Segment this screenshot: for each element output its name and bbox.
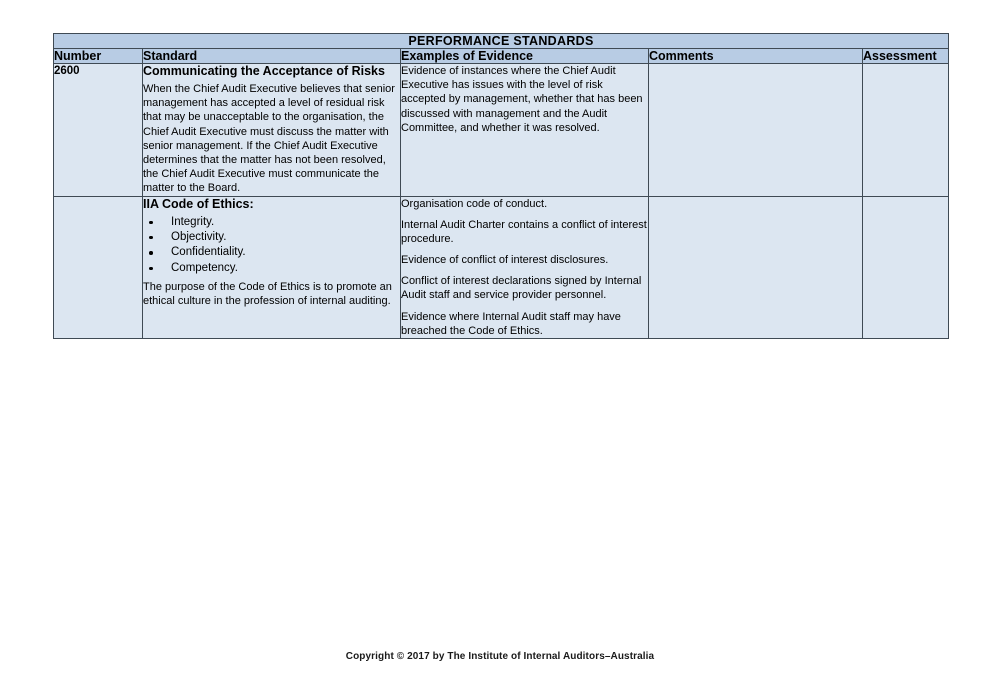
cell-number xyxy=(54,196,143,339)
standard-body: When the Chief Audit Executive believes that senior management has accepted a level of residual risk that may be unacceptable to the organisation, the Chief Audit Executive must discuss the matter with senior management. If the Chief Audit Executive determines that the matter has not been resolved, the Chief Audit Executive must communicate the matter to the Board. xyxy=(143,83,395,195)
cell-number: 2600 xyxy=(54,64,143,197)
cell-comments[interactable] xyxy=(649,196,863,339)
cell-standard xyxy=(143,64,401,197)
table-body xyxy=(54,64,949,339)
evidence-paragraph: Internal Audit Charter contains a conflict of interest procedure. xyxy=(401,218,647,245)
footer-copyright: Copyright © 2017 by The Institute of Internal Auditors–Australia xyxy=(345,651,655,662)
cell-assessment[interactable] xyxy=(863,196,949,339)
performance-standards-table xyxy=(53,33,949,339)
evidence-paragraph: Evidence of instances where the Chief Audit Executive has issues with the level of risk accepted by management, whether that has been discussed with management and the Audit Committee, and whether it was resolved. xyxy=(401,65,643,134)
table-title-row xyxy=(54,34,949,49)
list-item: Objectivity. xyxy=(143,230,400,245)
column-header-examples-of-evidence: Examples of Evidence xyxy=(401,49,649,64)
table-row xyxy=(54,64,949,197)
column-header-assessment: Assessment xyxy=(863,49,949,64)
list-item: Confidentiality. xyxy=(143,245,400,260)
evidence-paragraph: Organisation code of conduct. xyxy=(401,197,548,210)
standard-heading: IIA Code of Ethics: xyxy=(143,196,254,211)
table-column-header-row xyxy=(54,49,949,64)
standard-closing: The purpose of the Code of Ethics is to promote an ethical culture in the profession of internal auditing. xyxy=(143,281,392,308)
column-header-standard: Standard xyxy=(143,49,401,64)
table-row xyxy=(54,196,949,339)
list-item: Integrity. xyxy=(143,215,400,230)
cell-examples-of-evidence xyxy=(401,64,649,197)
cell-standard xyxy=(143,196,401,339)
table-header xyxy=(54,34,949,64)
table-title: PERFORMANCE STANDARDS xyxy=(54,34,949,49)
code-of-ethics-list xyxy=(143,215,400,277)
standard-heading: Communicating the Acceptance of Risks xyxy=(143,64,385,78)
column-header-number: Number xyxy=(54,49,143,64)
column-header-comments: Comments xyxy=(649,49,863,64)
evidence-paragraph: Evidence where Internal Audit staff may have breached the Code of Ethics. xyxy=(401,310,621,337)
evidence-paragraph: Conflict of interest declarations signed by Internal Audit staff and service provider personnel. xyxy=(401,275,642,302)
cell-comments[interactable] xyxy=(649,64,863,197)
cell-assessment[interactable] xyxy=(863,64,949,197)
evidence-paragraph: Evidence of conflict of interest disclosures. xyxy=(401,254,609,267)
cell-examples-of-evidence xyxy=(401,196,649,339)
list-item: Competency. xyxy=(143,261,400,276)
